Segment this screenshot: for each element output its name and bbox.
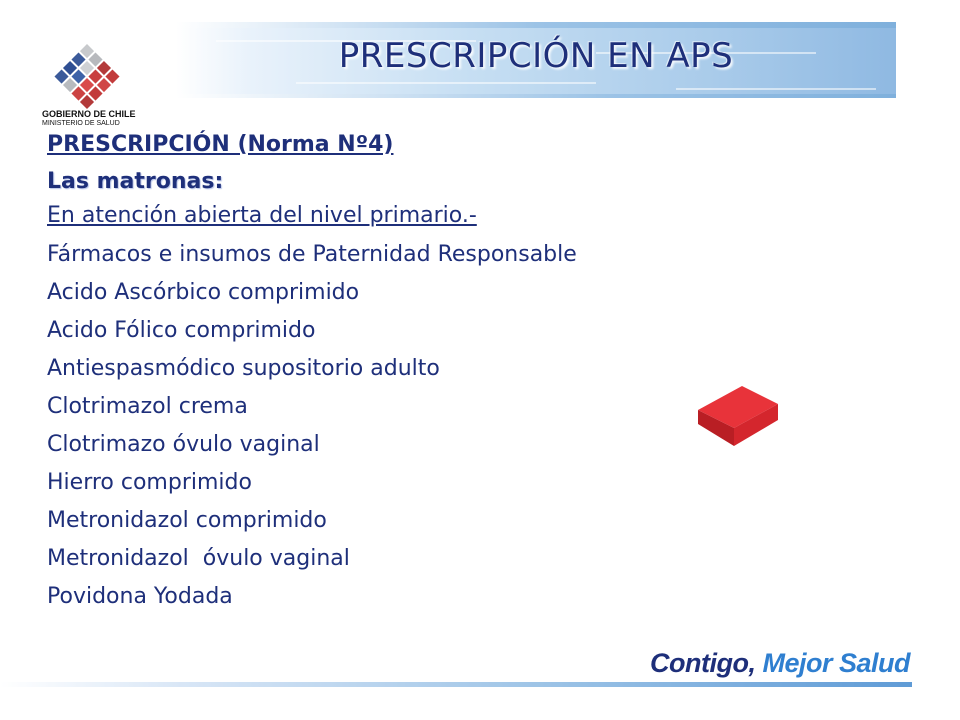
footer-divider bbox=[0, 682, 912, 687]
list-item: Clotrimazol crema bbox=[47, 394, 248, 419]
logo-caption bbox=[42, 110, 162, 128]
slogan-part2: Mejor Salud bbox=[755, 648, 910, 678]
logo-mosaic-icon bbox=[42, 40, 132, 112]
logo-line2: MINISTERIO DE SALUD bbox=[42, 120, 120, 127]
title-banner bbox=[176, 22, 896, 98]
red-cube-icon bbox=[696, 384, 780, 448]
medication-list bbox=[47, 236, 807, 616]
slide-title: PRESCRIPCIÓN EN APS bbox=[338, 36, 734, 76]
section-heading: PRESCRIPCIÓN (Norma Nº4) bbox=[47, 132, 394, 157]
logo-line1: GOBIERNO DE CHILE bbox=[42, 109, 136, 119]
list-item: Acido Fólico comprimido bbox=[47, 318, 316, 343]
list-item: Metronidazol óvulo vaginal bbox=[47, 546, 350, 571]
intro-line: En atención abierta del nivel primario.- bbox=[47, 203, 477, 228]
list-item: Clotrimazo óvulo vaginal bbox=[47, 432, 320, 457]
list-item: Fármacos e insumos de Paternidad Responsable bbox=[47, 242, 577, 267]
list-item: Povidona Yodada bbox=[47, 584, 233, 609]
list-item: Acido Ascórbico comprimido bbox=[47, 280, 360, 305]
banner-streak bbox=[676, 88, 876, 90]
list-item: Antiespasmódico supositorio adulto bbox=[47, 356, 440, 381]
section-subheading: Las matronas: bbox=[47, 169, 224, 194]
list-item: Metronidazol comprimido bbox=[47, 508, 327, 533]
slide-content bbox=[47, 128, 807, 616]
banner-streak bbox=[296, 82, 596, 84]
slogan-part1: Contigo, bbox=[650, 648, 756, 678]
list-item: Hierro comprimido bbox=[47, 470, 252, 495]
footer-slogan bbox=[650, 648, 910, 679]
